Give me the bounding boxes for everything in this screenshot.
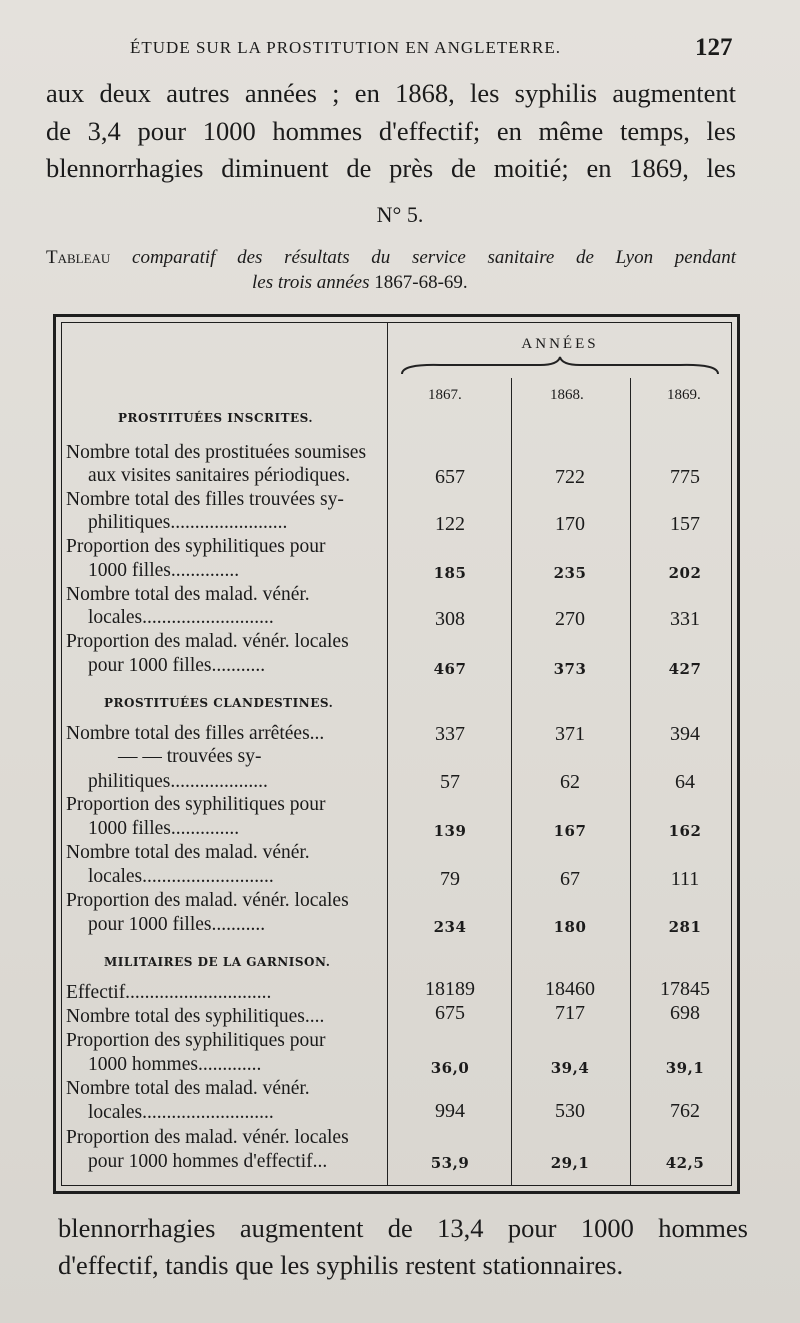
- row-label: Proportion des malad. vénér. locales: [66, 1127, 349, 1148]
- table-cell: 467: [433, 660, 467, 678]
- body-text-line: blennorrhagies diminuent de près de moitié; en 1869, les: [46, 153, 736, 183]
- row-label: locales...........................: [88, 1102, 274, 1123]
- table-cell: 122: [435, 513, 465, 535]
- table-cell: 36,0: [430, 1059, 470, 1077]
- row-label: Proportion des syphilitiques pour: [66, 536, 326, 557]
- table-cell: 39,4: [550, 1059, 590, 1077]
- table-cell: 717: [555, 1002, 585, 1024]
- caption-years: 1867-68-69.: [374, 272, 468, 293]
- table-cell: 394: [670, 723, 700, 745]
- table-cell: 180: [553, 918, 587, 936]
- table-cell: 308: [435, 608, 465, 630]
- table-cell: 234: [433, 918, 467, 936]
- table-cell: 111: [670, 868, 700, 890]
- table-cell: 39,1: [665, 1059, 705, 1077]
- table-cell: 337: [435, 723, 465, 745]
- row-label: Nombre total des syphilitiques....: [66, 1006, 325, 1027]
- table-cell: 698: [670, 1002, 700, 1024]
- row-label: Nombre total des filles arrêtées...: [66, 723, 325, 744]
- table-cell: 775: [670, 466, 700, 488]
- years-header: ANNÉES: [521, 336, 599, 352]
- table-cell: 64: [675, 771, 695, 793]
- table-cell: 185: [433, 564, 467, 582]
- table-cell: 17845: [660, 978, 710, 1000]
- table-cell: 331: [670, 608, 700, 630]
- row-label: Nombre total des malad. vénér.: [66, 842, 310, 863]
- row-label: Proportion des syphilitiques pour: [66, 794, 326, 815]
- table-cell: 530: [555, 1100, 585, 1122]
- table-cell: 202: [668, 564, 702, 582]
- row-label: Nombre total des malad. vénér.: [66, 584, 310, 605]
- row-label: 1000 hommes.............: [88, 1054, 262, 1075]
- table-caption-line-1: [46, 247, 736, 269]
- table-cell: 57: [440, 771, 460, 793]
- table-cell: 18189: [425, 978, 475, 1000]
- table-number: N° 5.: [376, 202, 424, 227]
- caption-text: les trois années: [252, 272, 370, 293]
- body-text-line: d'effectif, tandis que les syphilis restent stationnaires.: [58, 1250, 624, 1280]
- table-cell: 62: [560, 771, 580, 793]
- row-label: pour 1000 filles...........: [88, 914, 266, 935]
- body-text-line: blennorrhagies augmentent de 13,4 pour 1000 hommes: [58, 1213, 748, 1243]
- year-header-1867: 1867.: [428, 387, 462, 403]
- running-title: ÉTUDE SUR LA PROSTITUTION EN ANGLETERRE.: [130, 38, 561, 57]
- table-cell: 657: [435, 466, 465, 488]
- table-cell: 162: [668, 822, 702, 840]
- row-label: philitiques........................: [88, 512, 288, 533]
- caption-text: comparatif des résultats du service sanitaire de Lyon pendant: [132, 247, 736, 268]
- table-caption-line-2: [252, 272, 468, 294]
- row-label: Nombre total des prostituées soumises: [66, 442, 367, 463]
- brace-icon: [400, 356, 720, 378]
- table-cell: 235: [553, 564, 587, 582]
- row-label: locales...........................: [88, 607, 274, 628]
- column-divider: [630, 378, 631, 1186]
- table-cell: 762: [670, 1100, 700, 1122]
- row-label: Proportion des malad. vénér. locales: [66, 631, 349, 652]
- body-text-line: aux deux autres années ; en 1868, les syphilis augmentent: [46, 78, 736, 108]
- table-cell: 371: [555, 723, 585, 745]
- table-cell: 67: [560, 868, 580, 890]
- page-number: 127: [695, 34, 733, 61]
- section-heading-militaires: MILITAIRES DE LA GARNISON.: [104, 955, 331, 969]
- table-cell: 167: [553, 822, 587, 840]
- row-label: locales...........................: [88, 866, 274, 887]
- row-label: 1000 filles..............: [88, 818, 240, 839]
- column-divider: [387, 322, 388, 1186]
- table-cell: 373: [553, 660, 587, 678]
- table-cell: 281: [668, 918, 702, 936]
- table-cell: 18460: [545, 978, 595, 1000]
- row-label: Nombre total des malad. vénér.: [66, 1078, 310, 1099]
- table-cell: 79: [440, 868, 460, 890]
- table-cell: 994: [435, 1100, 465, 1122]
- year-header-1868: 1868.: [550, 387, 584, 403]
- table-cell: 270: [555, 608, 585, 630]
- body-text-line: de 3,4 pour 1000 hommes d'effectif; en même temps, les: [46, 116, 736, 146]
- caption-lead: Tableau: [46, 247, 111, 268]
- table-cell: 29,1: [550, 1154, 590, 1172]
- table-cell: 42,5: [665, 1154, 705, 1172]
- row-label: Effectif..............................: [66, 982, 272, 1003]
- row-label: philitiques....................: [88, 771, 268, 792]
- year-header-1869: 1869.: [667, 387, 701, 403]
- table-cell: 53,9: [430, 1154, 470, 1172]
- row-label: 1000 filles..............: [88, 560, 240, 581]
- row-label: pour 1000 hommes d'effectif...: [88, 1151, 328, 1172]
- row-label: Proportion des malad. vénér. locales: [66, 890, 349, 911]
- table-cell: 170: [555, 513, 585, 535]
- table-cell: 675: [435, 1002, 465, 1024]
- table-cell: 157: [670, 513, 700, 535]
- table-cell: 722: [555, 466, 585, 488]
- row-label: pour 1000 filles...........: [88, 655, 266, 676]
- row-label: Proportion des syphilitiques pour: [66, 1030, 326, 1051]
- section-heading-inscrites: PROSTITUÉES INSCRITES.: [118, 411, 314, 425]
- row-label: Nombre total des filles trouvées sy-: [66, 489, 344, 510]
- column-divider: [511, 378, 512, 1186]
- table-cell: 139: [433, 822, 467, 840]
- row-label: aux visites sanitaires périodiques.: [88, 465, 351, 486]
- table-cell: 427: [668, 660, 702, 678]
- section-heading-clandestines: PROSTITUÉES CLANDESTINES.: [104, 696, 334, 710]
- row-label: — — trouvées sy-: [118, 746, 262, 767]
